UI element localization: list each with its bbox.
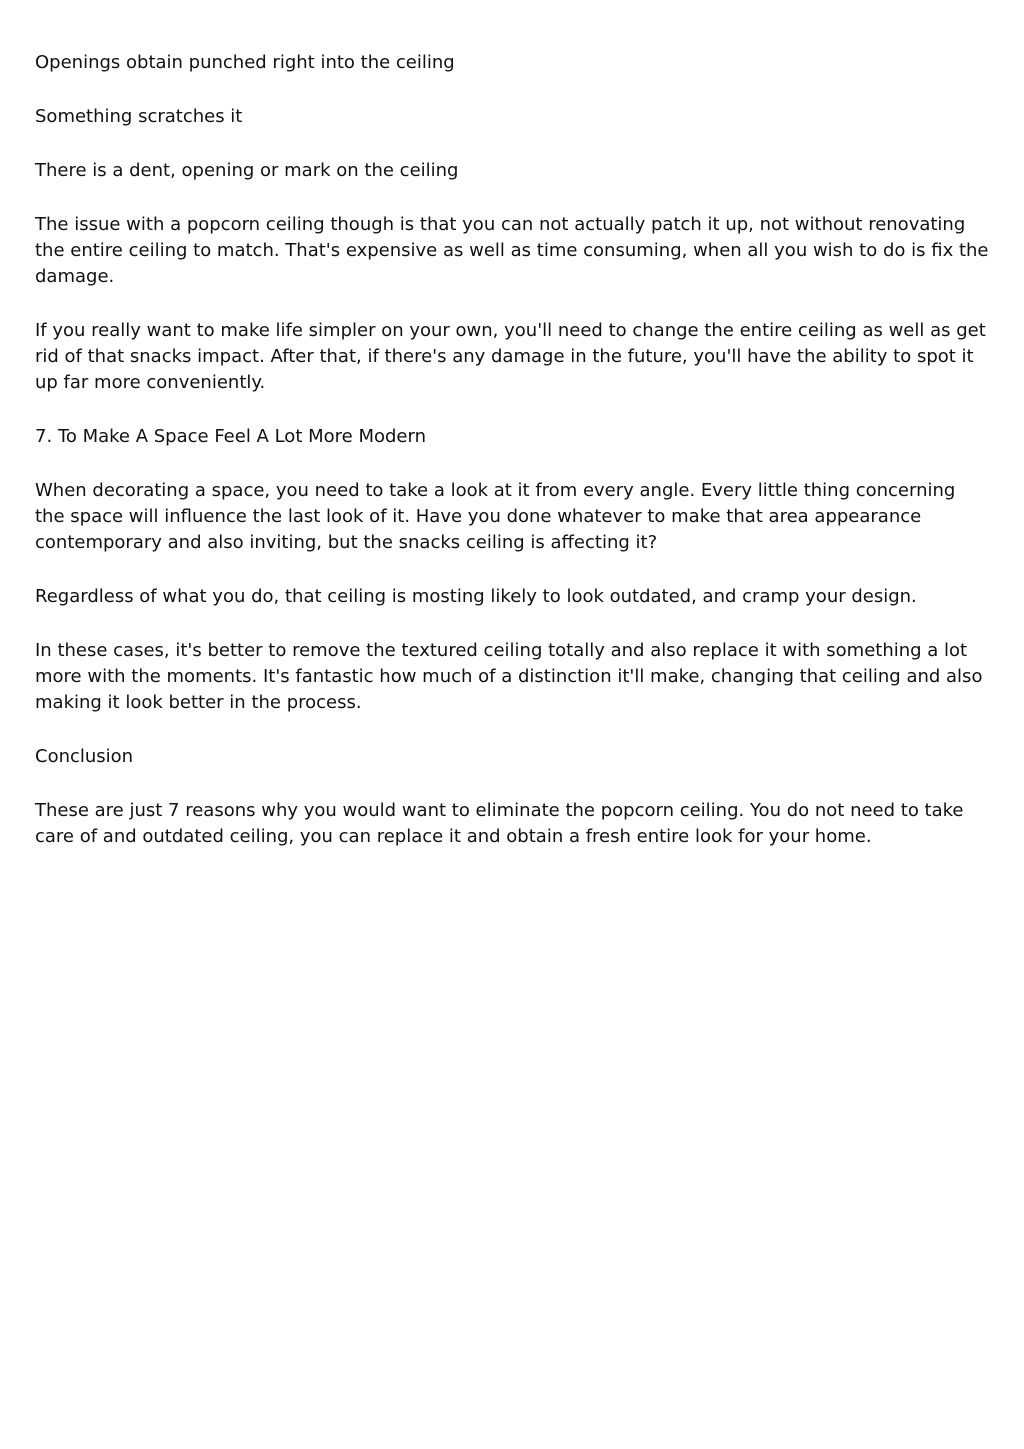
section-heading-conclusion: Conclusion — [35, 746, 134, 767]
paragraph-outdated: Regardless of what you do, that ceiling is mosting likely to look outdated, and cramp your design. — [35, 586, 917, 607]
paragraph-remove-textured: In these cases, it's better to remove the textured ceiling totally and also replace it with something a lot more with the moments. It's fantastic how much of a distinction it'll make, changing that ceiling and also making it look better in the process. — [35, 640, 983, 713]
paragraph-patch-issue: The issue with a popcorn ceiling though is that you can not actually patch it up, not without renovating the entire ceiling to match. That's expensive as well as time consuming, when all you wish to do is fix the damage. — [35, 214, 989, 287]
list-item-scratches: Something scratches it — [35, 106, 243, 127]
list-item-dent: There is a dent, opening or mark on the ceiling — [35, 160, 459, 181]
list-item-openings: Openings obtain punched right into the ceiling — [35, 52, 455, 73]
paragraph-replace-ceiling: If you really want to make life simpler on your own, you'll need to change the entire ceiling as well as get rid of that snacks impact. After that, if there's any damage in the future, you'll have the ability to spot it up far more conveniently. — [35, 320, 986, 393]
paragraph-decorating: When decorating a space, you need to take a look at it from every angle. Every little thing concerning the space will influence the last look of it. Have you done whatever to make that area appearance contemporary and also inviting, but the snacks ceiling is affecting it? — [35, 480, 956, 553]
document-body — [35, 50, 990, 878]
section-heading-modern: 7. To Make A Space Feel A Lot More Modern — [35, 426, 426, 447]
paragraph-conclusion: These are just 7 reasons why you would want to eliminate the popcorn ceiling. You do not need to take care of and outdated ceiling, you can replace it and obtain a fresh entire look for your home. — [35, 800, 964, 847]
